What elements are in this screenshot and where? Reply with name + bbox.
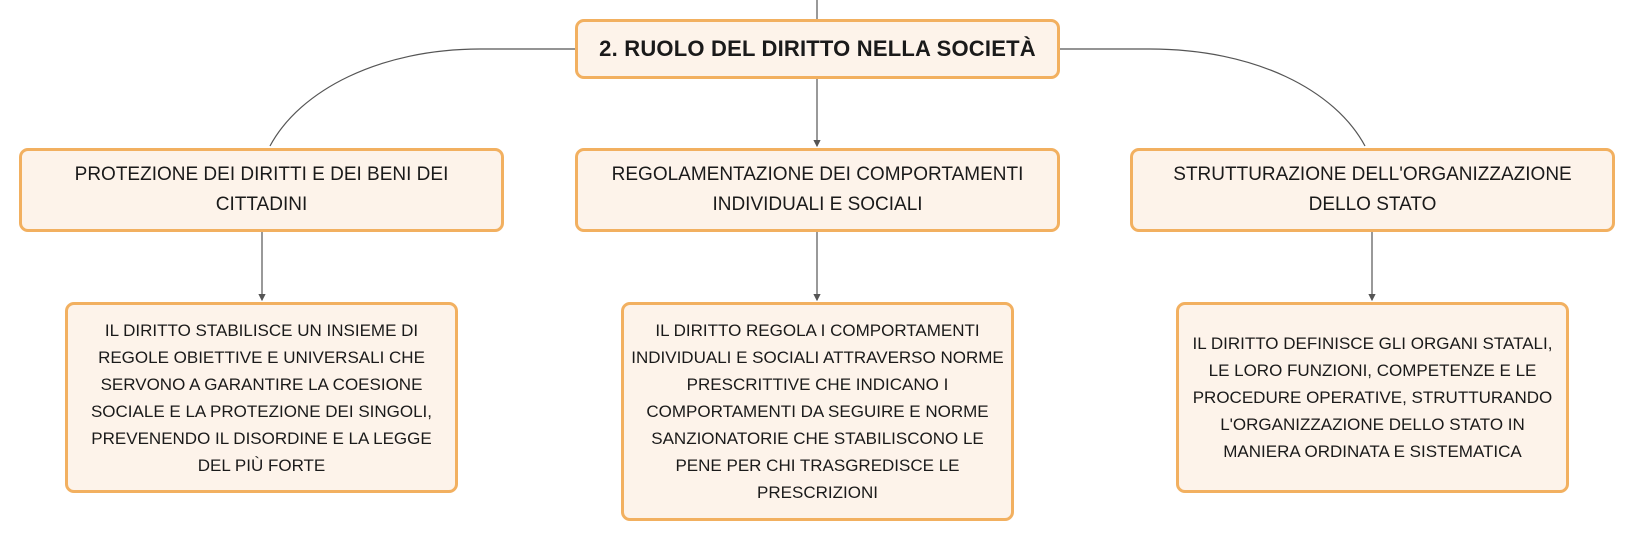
- description-node-regulation[interactable]: [621, 302, 1014, 521]
- category-node-label: PROTEZIONE DEI DIRITTI E DEI BENI DEI CITTADINI: [74, 164, 449, 215]
- description-text: IL DIRITTO STABILISCE UN INSIEME DI REGOLE OBIETTIVE E UNIVERSALI CHE SERVONO A GARANTIRE LA COESIONE SOCIALE E LA PROTEZIONE DEI SINGOLI, PREVENENDO IL DISORDINE E LA LEGGE DEL PIÙ FORTE: [90, 320, 433, 475]
- description-text: IL DIRITTO DEFINISCE GLI ORGANI STATALI, LE LORO FUNZIONI, COMPETENZE E LE PROCEDURE OPERATIVE, STRUTTURANDO L'ORGANIZZAZIONE DELLO STATO IN MANIERA ORDINATA E SISTEMATICA: [1192, 334, 1553, 461]
- description-node-state-organization[interactable]: [1176, 302, 1569, 493]
- connector-root-to-right: [1060, 49, 1365, 146]
- root-node-label: 2. RUOLO DEL DIRITTO NELLA SOCIETÀ: [599, 36, 1036, 61]
- root-node[interactable]: [575, 19, 1060, 79]
- category-node-protection[interactable]: [19, 148, 504, 232]
- connector-root-to-left: [270, 49, 575, 146]
- category-node-label: REGOLAMENTAZIONE DEI COMPORTAMENTI INDIVIDUALI E SOCIALI: [611, 164, 1024, 215]
- description-text: IL DIRITTO REGOLA I COMPORTAMENTI INDIVIDUALI E SOCIALI ATTRAVERSO NORME PRESCRITTIVE CHE INDICANO I COMPORTAMENTI DA SEGUIRE E NORME SANZIONATORIE CHE STABILISCONO LE PENE PER CHI TRASGREDISCE LE PRESCRIZIONI: [631, 321, 1004, 502]
- description-node-protection[interactable]: [65, 302, 458, 493]
- category-node-state-organization[interactable]: [1130, 148, 1615, 232]
- category-node-regulation[interactable]: [575, 148, 1060, 232]
- category-node-label: STRUTTURAZIONE DELL'ORGANIZZAZIONE DELLO STATO: [1173, 164, 1572, 215]
